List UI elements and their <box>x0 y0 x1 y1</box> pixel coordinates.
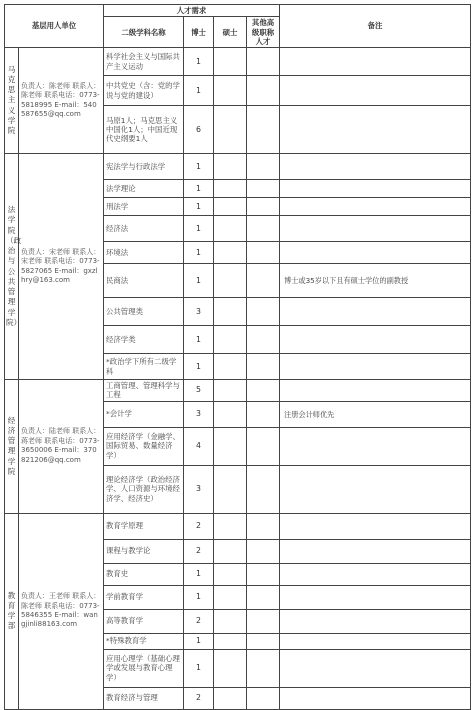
unit-contact: 负责人：陆老师 联系人：蒋老师 联系电话：0773-3650006 E-mail：370821206@qq.com <box>19 380 104 514</box>
remark-cell: 博士或35岁以下且有硕士学位的副教授 <box>280 264 471 298</box>
other-count-cell <box>247 513 280 539</box>
master-count-cell <box>214 401 247 427</box>
other-count-cell <box>247 465 280 513</box>
master-count-cell <box>214 649 247 687</box>
phd-count-cell: 1 <box>184 180 214 198</box>
remark-cell <box>280 354 471 380</box>
subject-cell: 经济法 <box>104 216 184 242</box>
master-count-cell <box>214 585 247 609</box>
header-remarks: 备注 <box>280 5 471 48</box>
phd-count-cell: 3 <box>184 298 214 326</box>
other-count-cell <box>247 687 280 709</box>
other-count-cell <box>247 264 280 298</box>
other-count-cell <box>247 198 280 216</box>
subject-cell: 法学理论 <box>104 180 184 198</box>
subject-cell: 民商法 <box>104 264 184 298</box>
talent-demand-table <box>4 4 471 710</box>
remark-cell <box>280 298 471 326</box>
other-count-cell <box>247 154 280 180</box>
subject-cell: 工商管理、管理科学与工程 <box>104 380 184 402</box>
phd-count-cell: 1 <box>184 585 214 609</box>
phd-count-cell: 2 <box>184 687 214 709</box>
phd-count-cell: 2 <box>184 513 214 539</box>
phd-count-cell: 2 <box>184 539 214 563</box>
table-row <box>5 513 471 539</box>
master-count-cell <box>214 198 247 216</box>
unit-name: 经济管理学院 <box>5 380 19 514</box>
master-count-cell <box>214 48 247 76</box>
table-row <box>5 380 471 402</box>
master-count-cell <box>214 216 247 242</box>
remark-cell <box>280 242 471 264</box>
other-count-cell <box>247 76 280 106</box>
table-body <box>5 48 471 710</box>
phd-count-cell: 1 <box>184 216 214 242</box>
remark-cell <box>280 180 471 198</box>
master-count-cell <box>214 539 247 563</box>
subject-cell: 公共管理类 <box>104 298 184 326</box>
remark-cell <box>280 427 471 465</box>
phd-count-cell: 1 <box>184 242 214 264</box>
subject-cell: 教育学原理 <box>104 513 184 539</box>
header-talent-demand: 人才需求 <box>104 5 280 17</box>
master-count-cell <box>214 354 247 380</box>
unit-name: 教育学部 <box>5 513 19 709</box>
other-count-cell <box>247 427 280 465</box>
master-count-cell <box>214 106 247 154</box>
phd-count-cell: 1 <box>184 354 214 380</box>
remark-cell <box>280 585 471 609</box>
subject-cell: 经济学类 <box>104 326 184 354</box>
remark-cell <box>280 198 471 216</box>
other-count-cell <box>247 180 280 198</box>
master-count-cell <box>214 563 247 585</box>
phd-count-cell: 1 <box>184 563 214 585</box>
subject-cell: 理论经济学（政治经济学、人口资源与环境经济学、经济史） <box>104 465 184 513</box>
master-count-cell <box>214 609 247 633</box>
phd-count-cell: 1 <box>184 264 214 298</box>
header-subject: 二级学科名称 <box>104 17 184 48</box>
subject-cell: 高等教育学 <box>104 609 184 633</box>
subject-cell: 科学社会主义与国际共产主义运动 <box>104 48 184 76</box>
subject-cell: 宪法学与行政法学 <box>104 154 184 180</box>
remark-cell <box>280 48 471 76</box>
other-count-cell <box>247 326 280 354</box>
other-count-cell <box>247 609 280 633</box>
remark-cell <box>280 539 471 563</box>
subject-cell: 马原1人；马克思主义中国化1人；中国近现代史纲要1人 <box>104 106 184 154</box>
phd-count-cell: 3 <box>184 465 214 513</box>
other-count-cell <box>247 563 280 585</box>
remark-cell <box>280 649 471 687</box>
phd-count-cell: 1 <box>184 198 214 216</box>
unit-contact: 负责人：王老师 联系人：陈老师 联系电话：0773-5846355 E-mail：wangjinli88163.com <box>19 513 104 709</box>
master-count-cell <box>214 513 247 539</box>
subject-cell: 教育史 <box>104 563 184 585</box>
unit-contact: 负责人：陈老师 联系人：陈老师 联系电话：0773-5818995 E-mail：540587655@qq.com <box>19 48 104 154</box>
remark-cell <box>280 465 471 513</box>
master-count-cell <box>214 633 247 649</box>
header-phd: 博士 <box>184 17 214 48</box>
remark-cell <box>280 609 471 633</box>
subject-cell: *特殊教育学 <box>104 633 184 649</box>
subject-cell: 课程与教学论 <box>104 539 184 563</box>
subject-cell: 刑法学 <box>104 198 184 216</box>
phd-count-cell: 3 <box>184 401 214 427</box>
other-count-cell <box>247 401 280 427</box>
table-row <box>5 48 471 76</box>
header-other: 其他高级职称人才 <box>247 17 280 48</box>
unit-contact: 负责人：宋老师 联系人：宋老师 联系电话：0773-5827065 E-mail：gxzlhry@163.com <box>19 154 104 380</box>
other-count-cell <box>247 106 280 154</box>
master-count-cell <box>214 242 247 264</box>
remark-cell <box>280 106 471 154</box>
master-count-cell <box>214 180 247 198</box>
phd-count-cell: 1 <box>184 76 214 106</box>
phd-count-cell: 1 <box>184 154 214 180</box>
other-count-cell <box>247 585 280 609</box>
phd-count-cell: 1 <box>184 633 214 649</box>
remark-cell <box>280 687 471 709</box>
master-count-cell <box>214 326 247 354</box>
subject-cell: 应用心理学（基础心理学或发展与教育心理学） <box>104 649 184 687</box>
subject-cell: 学前教育学 <box>104 585 184 609</box>
remark-cell <box>280 76 471 106</box>
master-count-cell <box>214 298 247 326</box>
subject-cell: 环境法 <box>104 242 184 264</box>
other-count-cell <box>247 633 280 649</box>
remark-cell <box>280 563 471 585</box>
remark-cell <box>280 216 471 242</box>
subject-cell: *政治学下所有二级学科 <box>104 354 184 380</box>
phd-count-cell: 1 <box>184 649 214 687</box>
other-count-cell <box>247 48 280 76</box>
master-count-cell <box>214 154 247 180</box>
header-unit: 基层用人单位 <box>5 5 104 48</box>
header-master: 硕士 <box>214 17 247 48</box>
phd-count-cell: 4 <box>184 427 214 465</box>
remark-cell <box>280 154 471 180</box>
master-count-cell <box>214 465 247 513</box>
other-count-cell <box>247 380 280 402</box>
other-count-cell <box>247 216 280 242</box>
other-count-cell <box>247 354 280 380</box>
remark-cell <box>280 513 471 539</box>
phd-count-cell: 5 <box>184 380 214 402</box>
remark-cell <box>280 380 471 402</box>
subject-cell: 应用经济学（金融学、国际贸易、数量经济学） <box>104 427 184 465</box>
master-count-cell <box>214 76 247 106</box>
phd-count-cell: 2 <box>184 609 214 633</box>
remark-cell: 注册会计师优先 <box>280 401 471 427</box>
table-row <box>5 154 471 180</box>
remark-cell <box>280 633 471 649</box>
unit-name: 马克思主义学院 <box>5 48 19 154</box>
subject-cell: 教育经济与管理 <box>104 687 184 709</box>
unit-name: 法学院（政治与公共管理学院） <box>5 154 19 380</box>
remark-cell <box>280 326 471 354</box>
phd-count-cell: 1 <box>184 48 214 76</box>
subject-cell: *会计学 <box>104 401 184 427</box>
master-count-cell <box>214 380 247 402</box>
other-count-cell <box>247 649 280 687</box>
master-count-cell <box>214 427 247 465</box>
other-count-cell <box>247 539 280 563</box>
master-count-cell <box>214 264 247 298</box>
phd-count-cell: 6 <box>184 106 214 154</box>
other-count-cell <box>247 298 280 326</box>
other-count-cell <box>247 242 280 264</box>
phd-count-cell: 1 <box>184 326 214 354</box>
master-count-cell <box>214 687 247 709</box>
subject-cell: 中共党史（含：党的学说与党的建设） <box>104 76 184 106</box>
